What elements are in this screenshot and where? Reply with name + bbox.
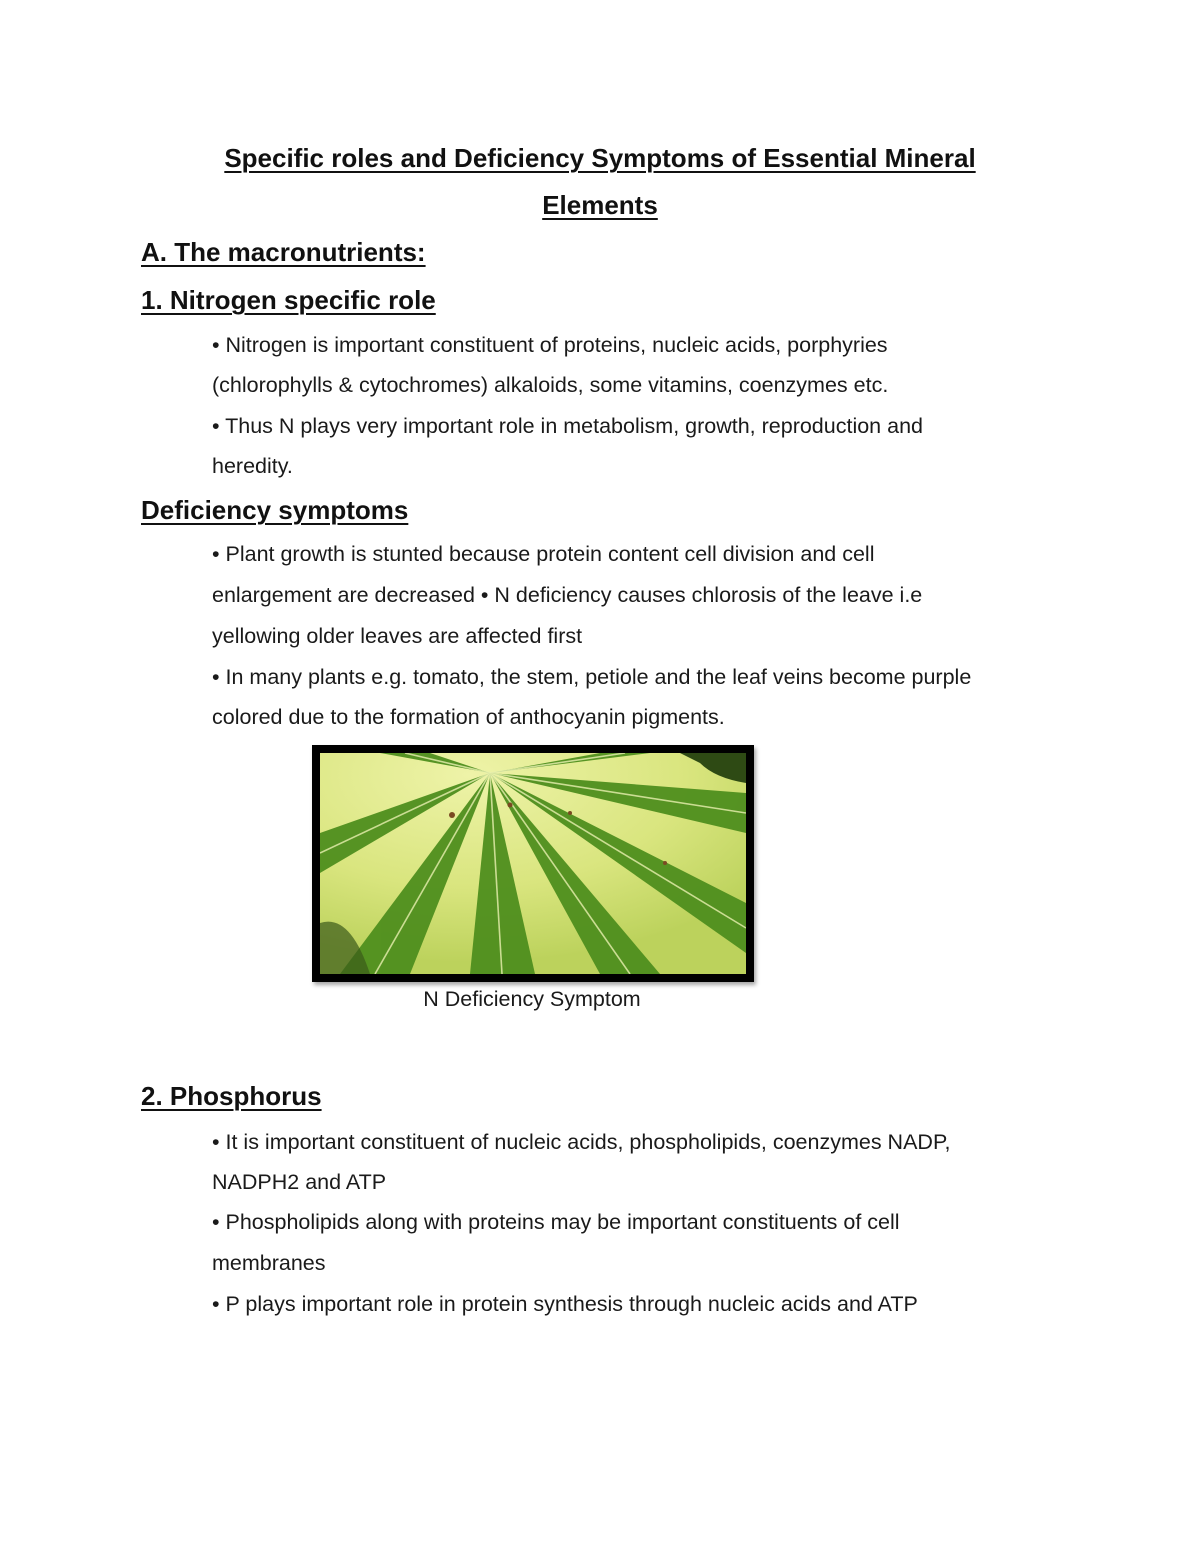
deficiency-line: • In many plants e.g. tomato, the stem, petiole and the leaf veins become purple: [212, 665, 972, 689]
phosphorus-heading: 2. Phosphorus: [141, 1081, 322, 1111]
phosphorus-line: membranes: [212, 1251, 326, 1275]
document-title-line-2: Elements: [542, 190, 658, 220]
document-title-line-1: Specific roles and Deficiency Symptoms of Essential Mineral: [224, 143, 976, 173]
nitrogen-heading: 1. Nitrogen specific role: [141, 285, 436, 315]
phosphorus-line: • It is important constituent of nucleic acids, phospholipids, coenzymes NADP,: [212, 1130, 951, 1154]
deficiency-line: • Plant growth is stunted because protein content cell division and cell: [212, 542, 875, 566]
leaf-photo-icon: [320, 753, 746, 974]
phosphorus-line: • Phospholipids along with proteins may be important constituents of cell: [212, 1210, 900, 1234]
nitrogen-line: heredity.: [212, 454, 293, 478]
deficiency-heading: Deficiency symptoms: [141, 495, 409, 525]
deficiency-line: colored due to the formation of anthocyanin pigments.: [212, 705, 725, 729]
nitrogen-line: • Thus N plays very important role in metabolism, growth, reproduction and: [212, 414, 923, 438]
leaf-figure: [312, 745, 754, 982]
phosphorus-line: NADPH2 and ATP: [212, 1170, 387, 1194]
deficiency-line: enlargement are decreased • N deficiency causes chlorosis of the leave i.e: [212, 583, 923, 607]
phosphorus-line: • P plays important role in protein synthesis through nucleic acids and ATP: [212, 1292, 918, 1316]
section-a-heading: A. The macronutrients:: [141, 237, 426, 267]
nitrogen-line: (chlorophylls & cytochromes) alkaloids, some vitamins, coenzymes etc.: [212, 373, 889, 397]
nitrogen-line: • Nitrogen is important constituent of proteins, nucleic acids, porphyries: [212, 333, 888, 357]
figure-caption: N Deficiency Symptom: [423, 987, 641, 1011]
deficiency-line: yellowing older leaves are affected first: [212, 624, 583, 648]
